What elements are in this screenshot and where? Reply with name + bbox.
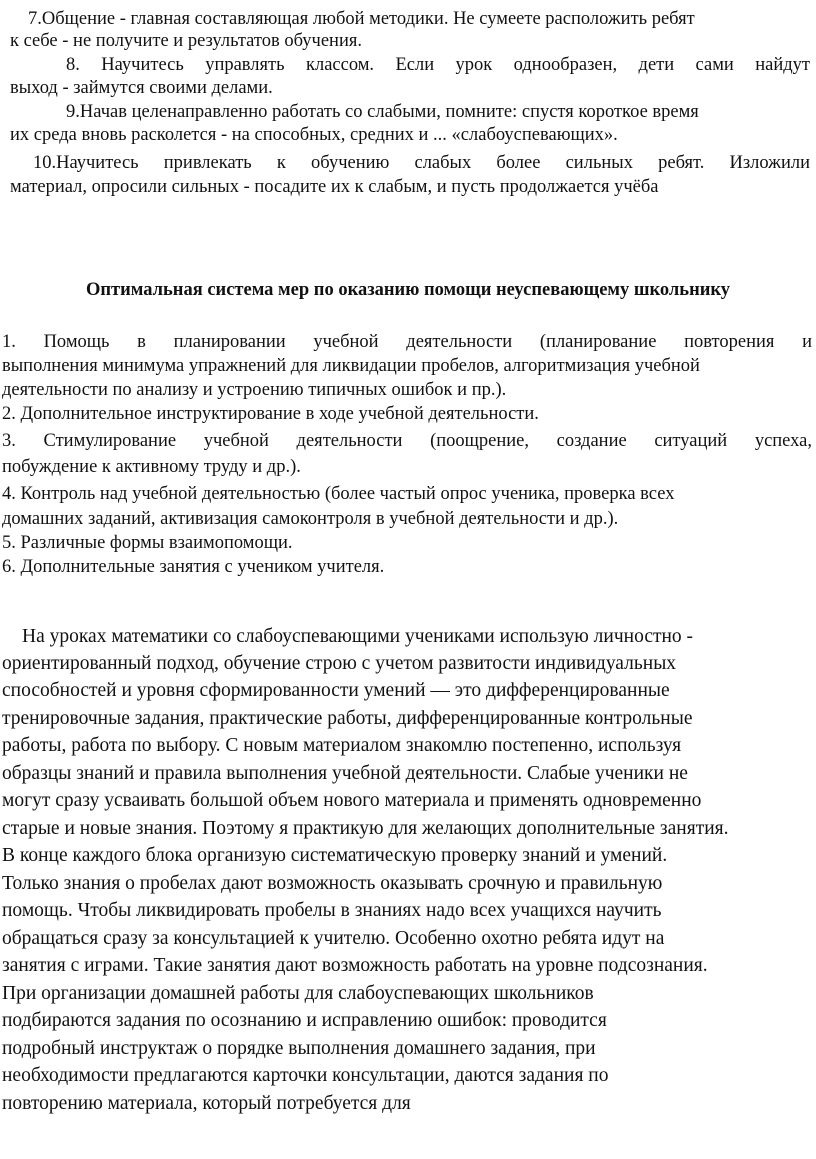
measure-4-line-1: 4. Контроль над учебной деятельностью (более частый опрос ученика, проверка всех <box>2 484 675 504</box>
list-item-9-line-2: их среда вновь расколется - на способных, средних и ... «слабоуспевающих». <box>10 125 618 145</box>
paragraph-line-11: помощь. Чтобы ликвидировать пробелы в знаниях надо всех учащихся научить <box>2 900 662 921</box>
paragraph-line-9: В конце каждого блока организую систематическую проверку знаний и умений. <box>2 845 668 866</box>
list-item-10-line-2: материал, опросили сильных - посадите их к слабым, и пусть продолжается учёба <box>10 177 659 197</box>
measure-1-line-3: деятельности по анализу и устроению типичных ошибок и пр.). <box>2 380 507 400</box>
paragraph-line-4: тренировочные задания, практические работы, дифференцированные контрольные <box>2 708 693 729</box>
measure-2: 2. Дополнительное инструктирование в ходе учебной деятельности. <box>2 404 539 424</box>
section-heading: Оптимальная система мер по оказанию помощи неуспевающему школьнику <box>85 280 731 300</box>
paragraph-line-16: подробный инструктаж о порядке выполнения домашнего задания, при <box>2 1038 596 1059</box>
measure-6: 6. Дополнительные занятия с учеником учителя. <box>2 557 385 577</box>
paragraph-line-6: образцы знаний и правила выполнения учебной деятельности. Слабые ученики не <box>2 763 688 784</box>
measure-3-line-1: 3. Стимулирование учебной деятельности (поощрение, создание ситуаций успеха, <box>2 431 812 451</box>
paragraph-line-14: При организации домашней работы для слабоуспевающих школьников <box>2 983 594 1004</box>
list-item-10-line-1: 10.Научитесь привлекать к обучению слабых более сильных ребят. Изложили <box>33 153 810 173</box>
paragraph-line-15: подбираются задания по осознанию и исправлению ошибок: проводится <box>2 1010 607 1031</box>
measure-4-line-2: домашних заданий, активизация самоконтроля в учебной деятельности и др.). <box>2 509 619 529</box>
paragraph-line-2: ориентированный подход, обучение строю с учетом развитости индивидуальных <box>2 653 677 674</box>
list-item-8-line-2: выход - займутся своими делами. <box>10 78 273 98</box>
paragraph-line-10: Только знания о пробелах дают возможность оказывать срочную и правильную <box>2 873 663 894</box>
paragraph-line-1: На уроках математики со слабоуспевающими учениками использую личностно - <box>22 626 694 647</box>
measure-1-line-2: выполнения минимума упражнений для ликвидации пробелов, алгоритмизация учебной <box>2 356 700 376</box>
measure-1-line-1: 1. Помощь в планировании учебной деятельности (планирование повторения и <box>2 332 812 352</box>
measure-5: 5. Различные формы взаимопомощи. <box>2 533 293 553</box>
list-item-8-line-1: 8. Научитесь управлять классом. Если урок однообразен, дети сами найдут <box>66 55 810 75</box>
measure-3-line-2: побуждение к активному труду и др.). <box>2 457 301 477</box>
list-item-7-line-1: 7.Общение - главная составляющая любой методики. Не сумеете расположить ребят <box>28 9 695 29</box>
list-item-9-line-1: 9.Начав целенаправленно работать со слабыми, помните: спустя короткое время <box>66 102 699 122</box>
paragraph-line-12: обращаться сразу за консультацией к учителю. Особенно охотно ребята идут на <box>2 928 665 949</box>
paragraph-line-13: занятия с играми. Такие занятия дают возможность работать на уровне подсознания. <box>2 955 708 976</box>
list-item-7-line-2: к себе - не получите и результатов обучения. <box>10 31 362 51</box>
paragraph-line-18: повторению материала, который потребуется для <box>2 1093 411 1114</box>
paragraph-line-3: способностей и уровня сформированности умений — это дифференцированные <box>2 680 670 701</box>
paragraph-line-8: старые и новые знания. Поэтому я практикую для желающих дополнительные занятия. <box>2 818 729 839</box>
paragraph-line-5: работы, работа по выбору. С новым материалом знакомлю постепенно, используя <box>2 735 682 756</box>
paragraph-line-7: могут сразу усваивать большой объем нового материала и применять одновременно <box>2 790 702 811</box>
paragraph-line-17: необходимости предлагаются карточки консультации, даются задания по <box>2 1065 609 1086</box>
